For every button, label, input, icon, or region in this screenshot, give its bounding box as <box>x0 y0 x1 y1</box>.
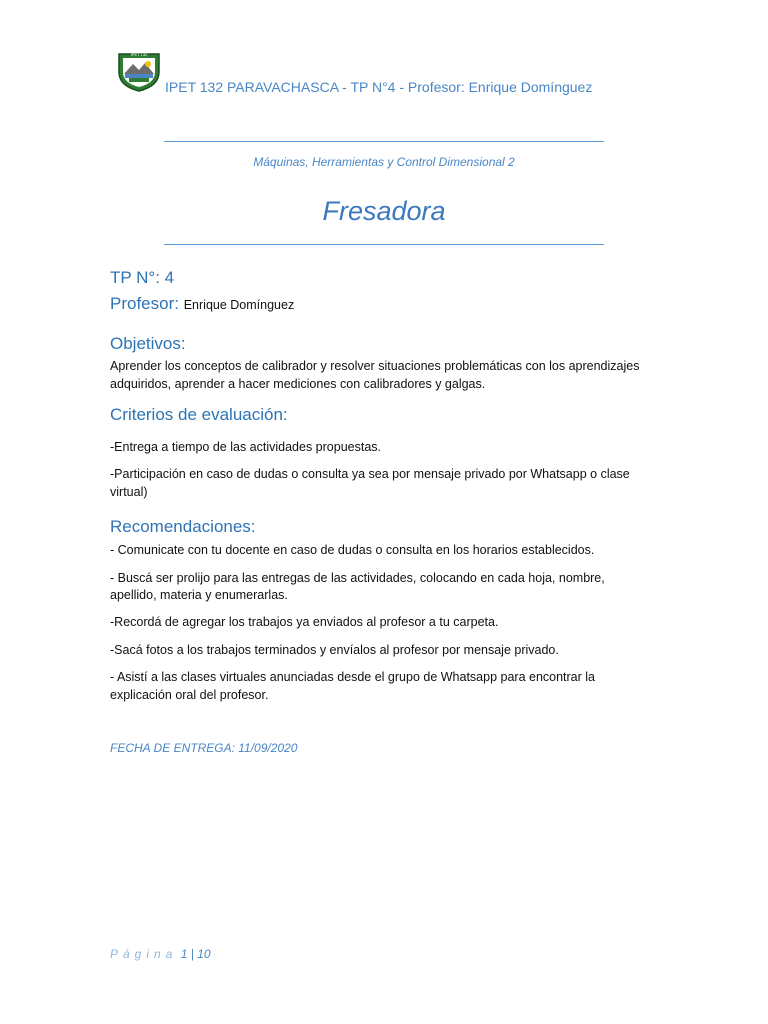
document-title: Fresadora <box>322 196 446 226</box>
header-rule <box>164 141 604 142</box>
tp-number: TP N°: 4 <box>110 268 175 287</box>
recomendacion-item: apellido, materia y enumerarlas. <box>110 588 288 602</box>
page-label: Página <box>110 947 178 961</box>
criterio-item: virtual) <box>110 485 148 499</box>
professor-line <box>110 294 294 314</box>
recomendacion-item: - Comunicate con tu docente en caso de dudas o consulta en los horarios establecidos. <box>110 543 595 557</box>
recomendacion-item: -Sacá fotos a los trabajos terminados y envíalos al profesor por mensaje privado. <box>110 643 559 657</box>
page-footer <box>110 947 211 961</box>
document-subtitle: Máquinas, Herramientas y Control Dimensional 2 <box>253 155 515 169</box>
criterio-item: -Participación en caso de dudas o consulta ya sea por mensaje privado por Whatsapp o clase <box>110 467 630 481</box>
professor-label: Profesor: <box>110 294 179 313</box>
deadline: FECHA DE ENTREGA: 11/09/2020 <box>110 741 298 755</box>
recomendacion-item: - Asistí a las clases virtuales anunciadas desde el grupo de Whatsapp para encontrar la <box>110 670 595 684</box>
title-rule <box>164 244 604 245</box>
recomendacion-item: explicación oral del profesor. <box>110 688 269 702</box>
page-number: 1 <box>180 947 188 961</box>
logo-text: IPET 132 <box>130 52 148 57</box>
recomendacion-item: - Buscá ser prolijo para las entregas de las actividades, colocando en cada hoja, nombre, <box>110 571 605 585</box>
page-total: 10 <box>197 947 211 961</box>
recomendaciones-heading: Recomendaciones: <box>110 517 256 536</box>
criterio-item: -Entrega a tiempo de las actividades propuestas. <box>110 440 381 454</box>
professor-name: Enrique Domínguez <box>183 298 295 312</box>
document-header: IPET 132 PARAVACHASCA - TP N°4 - Profesor: Enrique Domínguez <box>165 79 593 95</box>
objetivos-line: Aprender los conceptos de calibrador y resolver situaciones problemáticas con los aprendizajes <box>110 359 640 373</box>
criterios-heading: Criterios de evaluación: <box>110 405 288 424</box>
recomendacion-item: -Recordá de agregar los trabajos ya enviados al profesor a tu carpeta. <box>110 615 499 629</box>
objetivos-heading: Objetivos: <box>110 334 186 353</box>
page-separator: | <box>190 947 194 961</box>
objetivos-line: adquiridos, aprender a hacer mediciones con calibradores y galgas. <box>110 377 486 391</box>
